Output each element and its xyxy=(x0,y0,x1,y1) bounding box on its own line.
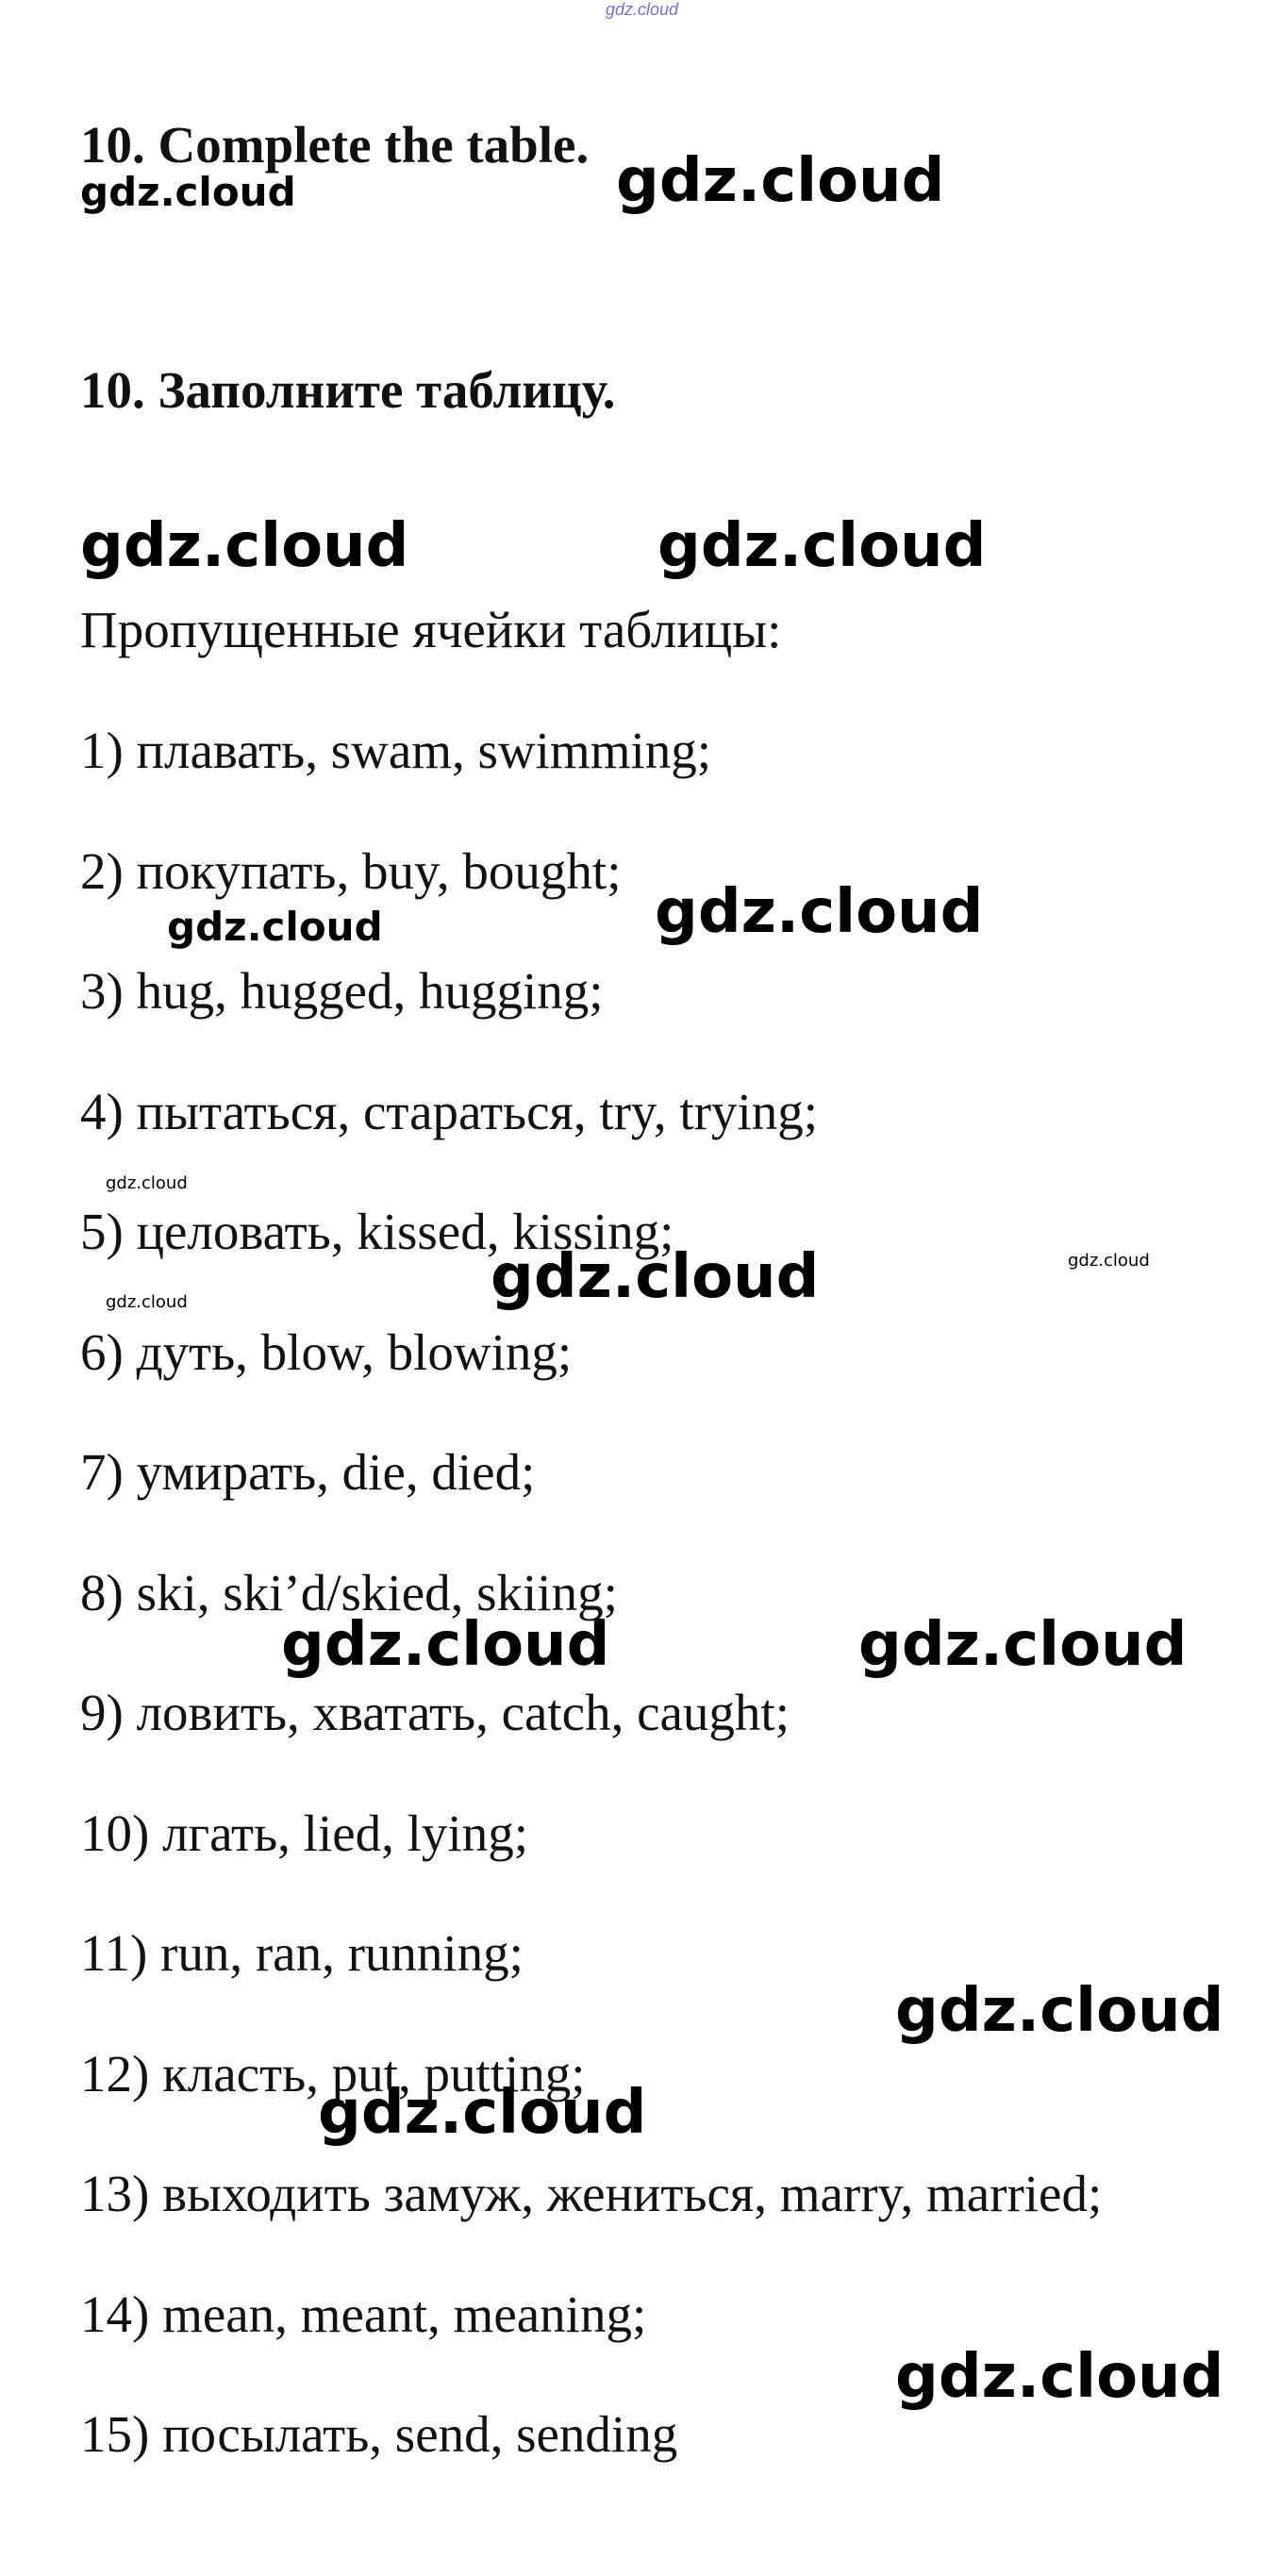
answer-item: 3) hug, hugged, hugging; xyxy=(80,962,604,1020)
answer-item: 1) плавать, swam, swimming; xyxy=(80,722,712,779)
watermark: gdz.cloud xyxy=(318,2078,647,2148)
answer-item: 11) run, ran, running; xyxy=(80,1924,524,1982)
watermark: gdz.cloud xyxy=(106,1173,188,1193)
answer-item: 12) класть, put, putting; xyxy=(80,2044,586,2102)
watermark: gdz.cloud xyxy=(895,2342,1224,2412)
exercise-title-russian: 10. Заполните таблицу. xyxy=(80,361,616,419)
watermark: gdz.cloud xyxy=(167,904,383,950)
answer-item: 8) ski, ski’d/skied, skiing; xyxy=(80,1563,618,1621)
answer-item: 7) умирать, die, died; xyxy=(80,1443,536,1501)
answer-item: 6) дуть, blow, blowing; xyxy=(80,1322,573,1381)
exercise-title-english: 10. Complete the table. xyxy=(80,116,590,174)
answer-item: 4) пытаться, стараться, try, trying; xyxy=(80,1082,819,1140)
watermark: gdz.cloud xyxy=(616,146,945,216)
watermark: gdz.cloud xyxy=(80,169,296,215)
watermark: gdz.cloud xyxy=(281,1610,610,1680)
watermark: gdz.cloud xyxy=(858,1610,1188,1680)
answer-item: 14) mean, meant, meaning; xyxy=(80,2285,647,2343)
answer-item: 2) покупать, buy, bought; xyxy=(80,841,622,900)
answers-heading: Пропущенные ячейки таблицы: xyxy=(80,601,782,658)
answer-item: 10) лгать, lied, lying; xyxy=(80,1803,528,1862)
watermark: gdz.cloud xyxy=(491,1242,820,1312)
header-watermark: gdz.cloud xyxy=(606,0,679,19)
answer-item: 15) посылать, send, sending xyxy=(80,2405,678,2463)
watermark: gdz.cloud xyxy=(895,1976,1224,2046)
watermark: gdz.cloud xyxy=(657,511,987,581)
watermark: gdz.cloud xyxy=(1068,1251,1150,1271)
watermark: gdz.cloud xyxy=(106,1292,188,1312)
answer-item: 9) ловить, хватать, catch, caught; xyxy=(80,1684,790,1741)
answer-item: 13) выходить замуж, жениться, marry, married; xyxy=(80,2165,1103,2222)
watermark: gdz.cloud xyxy=(80,511,409,581)
answer-item: 5) целовать, kissed, kissing; xyxy=(80,1203,674,1260)
watermark: gdz.cloud xyxy=(655,877,984,947)
